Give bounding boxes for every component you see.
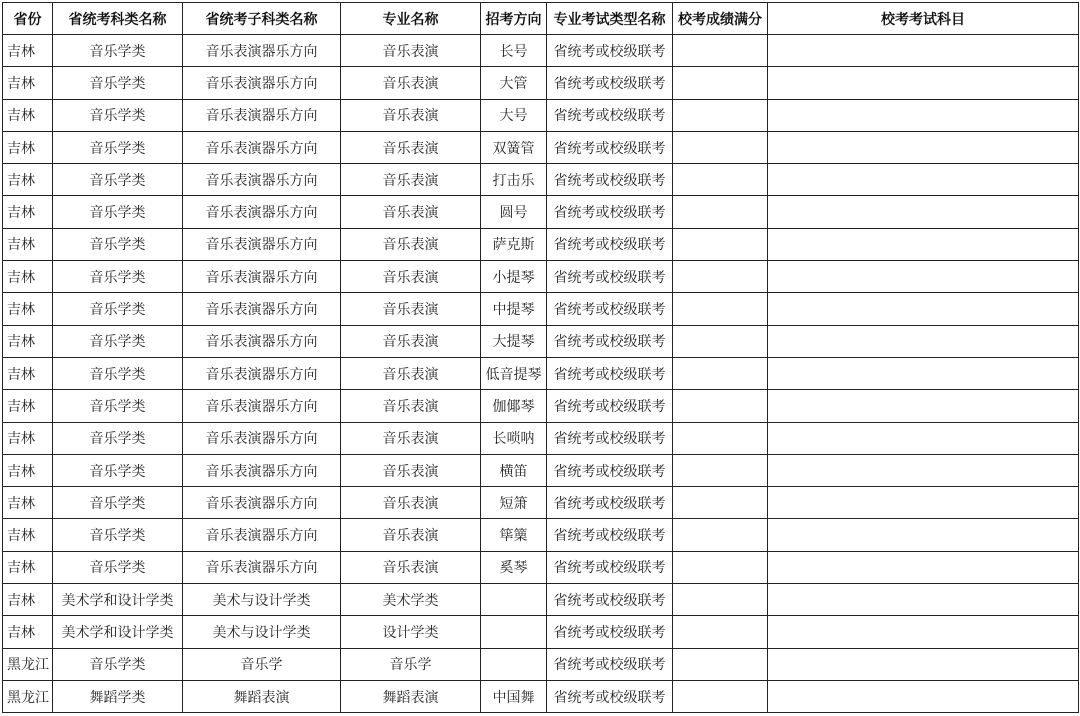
cell-subcategory: 音乐学 — [183, 648, 341, 680]
cell-category: 音乐学类 — [53, 648, 183, 680]
cell-exam-type: 省统考或校级联考 — [547, 325, 673, 357]
table-row — [3, 99, 1079, 131]
cell-direction: 圆号 — [481, 196, 547, 228]
cell-full-score — [673, 196, 768, 228]
cell-exam-subjects — [768, 551, 1079, 583]
cell-province: 吉林 — [3, 67, 53, 99]
cell-full-score — [673, 131, 768, 163]
cell-full-score — [673, 584, 768, 616]
cell-exam-type: 省统考或校级联考 — [547, 293, 673, 325]
cell-exam-type: 省统考或校级联考 — [547, 390, 673, 422]
cell-direction: 横笛 — [481, 454, 547, 486]
cell-province: 吉林 — [3, 551, 53, 583]
cell-exam-subjects — [768, 131, 1079, 163]
cell-direction: 长唢呐 — [481, 422, 547, 454]
cell-exam-type: 省统考或校级联考 — [547, 648, 673, 680]
table-row — [3, 519, 1079, 551]
cell-full-score — [673, 357, 768, 389]
cell-exam-subjects — [768, 487, 1079, 519]
cell-subcategory: 美术与设计学类 — [183, 616, 341, 648]
cell-category: 音乐学类 — [53, 519, 183, 551]
cell-subcategory: 音乐表演器乐方向 — [183, 261, 341, 293]
cell-major: 音乐表演 — [341, 67, 481, 99]
cell-exam-subjects — [768, 228, 1079, 260]
cell-category: 美术学和设计学类 — [53, 616, 183, 648]
cell-major: 音乐表演 — [341, 357, 481, 389]
cell-category: 音乐学类 — [53, 293, 183, 325]
table-row — [3, 616, 1079, 648]
cell-province: 吉林 — [3, 164, 53, 196]
cell-subcategory: 音乐表演器乐方向 — [183, 131, 341, 163]
table-row — [3, 487, 1079, 519]
cell-province: 吉林 — [3, 584, 53, 616]
table-row — [3, 422, 1079, 454]
cell-major: 音乐表演 — [341, 325, 481, 357]
cell-exam-type: 省统考或校级联考 — [547, 35, 673, 67]
cell-exam-type: 省统考或校级联考 — [547, 261, 673, 293]
cell-exam-subjects — [768, 357, 1079, 389]
cell-province: 吉林 — [3, 261, 53, 293]
table-body — [3, 35, 1079, 713]
table-row — [3, 164, 1079, 196]
cell-province: 吉林 — [3, 325, 53, 357]
cell-subcategory: 舞蹈表演 — [183, 680, 341, 712]
cell-category: 音乐学类 — [53, 196, 183, 228]
table-row — [3, 228, 1079, 260]
cell-province: 吉林 — [3, 228, 53, 260]
cell-exam-subjects — [768, 422, 1079, 454]
cell-exam-subjects — [768, 454, 1079, 486]
cell-exam-subjects — [768, 67, 1079, 99]
cell-exam-type: 省统考或校级联考 — [547, 680, 673, 712]
cell-category: 音乐学类 — [53, 487, 183, 519]
cell-subcategory: 音乐表演器乐方向 — [183, 454, 341, 486]
cell-exam-subjects — [768, 648, 1079, 680]
cell-direction: 打击乐 — [481, 164, 547, 196]
cell-full-score — [673, 648, 768, 680]
cell-exam-type: 省统考或校级联考 — [547, 551, 673, 583]
cell-full-score — [673, 228, 768, 260]
cell-major: 音乐表演 — [341, 422, 481, 454]
cell-full-score — [673, 680, 768, 712]
cell-direction: 奚琴 — [481, 551, 547, 583]
cell-full-score — [673, 261, 768, 293]
cell-major: 音乐表演 — [341, 228, 481, 260]
table-row — [3, 131, 1079, 163]
cell-subcategory: 音乐表演器乐方向 — [183, 99, 341, 131]
cell-exam-type: 省统考或校级联考 — [547, 519, 673, 551]
table-row — [3, 454, 1079, 486]
cell-major: 音乐表演 — [341, 293, 481, 325]
cell-major: 音乐表演 — [341, 519, 481, 551]
cell-category: 音乐学类 — [53, 551, 183, 583]
cell-category: 音乐学类 — [53, 390, 183, 422]
cell-subcategory: 音乐表演器乐方向 — [183, 228, 341, 260]
table-row — [3, 390, 1079, 422]
cell-direction — [481, 648, 547, 680]
table-row — [3, 35, 1079, 67]
header-subcategory: 省统考子科类名称 — [183, 3, 341, 35]
cell-province: 黑龙江 — [3, 648, 53, 680]
cell-subcategory: 音乐表演器乐方向 — [183, 390, 341, 422]
cell-major: 音乐表演 — [341, 261, 481, 293]
cell-subcategory: 音乐表演器乐方向 — [183, 487, 341, 519]
header-exam-type: 专业考试类型名称 — [547, 3, 673, 35]
cell-category: 音乐学类 — [53, 99, 183, 131]
cell-category: 舞蹈学类 — [53, 680, 183, 712]
cell-exam-subjects — [768, 196, 1079, 228]
cell-direction: 短箫 — [481, 487, 547, 519]
cell-subcategory: 音乐表演器乐方向 — [183, 67, 341, 99]
cell-province: 吉林 — [3, 519, 53, 551]
cell-exam-subjects — [768, 519, 1079, 551]
cell-exam-subjects — [768, 99, 1079, 131]
cell-category: 音乐学类 — [53, 454, 183, 486]
cell-province: 吉林 — [3, 131, 53, 163]
cell-category: 音乐学类 — [53, 261, 183, 293]
header-major: 专业名称 — [341, 3, 481, 35]
cell-province: 吉林 — [3, 422, 53, 454]
table-row — [3, 293, 1079, 325]
header-category: 省统考科类名称 — [53, 3, 183, 35]
cell-full-score — [673, 67, 768, 99]
cell-exam-type: 省统考或校级联考 — [547, 196, 673, 228]
table-row — [3, 648, 1079, 680]
cell-exam-subjects — [768, 680, 1079, 712]
cell-full-score — [673, 390, 768, 422]
cell-exam-type: 省统考或校级联考 — [547, 99, 673, 131]
cell-direction: 双簧管 — [481, 131, 547, 163]
header-exam-subjects: 校考考试科目 — [768, 3, 1079, 35]
cell-subcategory: 音乐表演器乐方向 — [183, 164, 341, 196]
table-row — [3, 551, 1079, 583]
cell-province: 吉林 — [3, 357, 53, 389]
cell-major: 音乐表演 — [341, 551, 481, 583]
cell-full-score — [673, 293, 768, 325]
cell-direction: 中提琴 — [481, 293, 547, 325]
cell-province: 吉林 — [3, 99, 53, 131]
cell-category: 音乐学类 — [53, 35, 183, 67]
cell-exam-type: 省统考或校级联考 — [547, 164, 673, 196]
cell-exam-subjects — [768, 164, 1079, 196]
cell-subcategory: 美术与设计学类 — [183, 584, 341, 616]
header-row — [3, 3, 1079, 35]
cell-subcategory: 音乐表演器乐方向 — [183, 293, 341, 325]
cell-full-score — [673, 519, 768, 551]
cell-direction — [481, 584, 547, 616]
cell-major: 音乐表演 — [341, 131, 481, 163]
cell-subcategory: 音乐表演器乐方向 — [183, 357, 341, 389]
table-row — [3, 584, 1079, 616]
header-province: 省份 — [3, 3, 53, 35]
cell-province: 吉林 — [3, 35, 53, 67]
cell-major: 音乐表演 — [341, 390, 481, 422]
table-row — [3, 357, 1079, 389]
cell-province: 黑龙江 — [3, 680, 53, 712]
cell-exam-subjects — [768, 325, 1079, 357]
cell-exam-type: 省统考或校级联考 — [547, 584, 673, 616]
cell-province: 吉林 — [3, 487, 53, 519]
cell-direction: 筚篥 — [481, 519, 547, 551]
cell-exam-type: 省统考或校级联考 — [547, 487, 673, 519]
cell-exam-type: 省统考或校级联考 — [547, 454, 673, 486]
cell-province: 吉林 — [3, 616, 53, 648]
cell-exam-subjects — [768, 293, 1079, 325]
cell-subcategory: 音乐表演器乐方向 — [183, 551, 341, 583]
cell-full-score — [673, 454, 768, 486]
cell-province: 吉林 — [3, 390, 53, 422]
cell-major: 美术学类 — [341, 584, 481, 616]
table-row — [3, 196, 1079, 228]
cell-subcategory: 音乐表演器乐方向 — [183, 422, 341, 454]
cell-full-score — [673, 325, 768, 357]
cell-exam-subjects — [768, 584, 1079, 616]
cell-category: 音乐学类 — [53, 67, 183, 99]
cell-province: 吉林 — [3, 196, 53, 228]
table-row — [3, 325, 1079, 357]
admissions-table — [2, 2, 1079, 713]
cell-full-score — [673, 616, 768, 648]
cell-subcategory: 音乐表演器乐方向 — [183, 35, 341, 67]
cell-exam-type: 省统考或校级联考 — [547, 131, 673, 163]
cell-full-score — [673, 551, 768, 583]
cell-major: 音乐表演 — [341, 196, 481, 228]
cell-category: 音乐学类 — [53, 131, 183, 163]
cell-major: 音乐表演 — [341, 164, 481, 196]
cell-major: 舞蹈表演 — [341, 680, 481, 712]
cell-exam-subjects — [768, 35, 1079, 67]
cell-full-score — [673, 164, 768, 196]
cell-major: 音乐表演 — [341, 454, 481, 486]
cell-category: 音乐学类 — [53, 228, 183, 260]
cell-category: 音乐学类 — [53, 325, 183, 357]
cell-direction: 大管 — [481, 67, 547, 99]
cell-category: 音乐学类 — [53, 422, 183, 454]
cell-subcategory: 音乐表演器乐方向 — [183, 325, 341, 357]
cell-category: 音乐学类 — [53, 357, 183, 389]
cell-exam-subjects — [768, 390, 1079, 422]
cell-exam-type: 省统考或校级联考 — [547, 67, 673, 99]
cell-direction: 伽倻琴 — [481, 390, 547, 422]
cell-direction: 大号 — [481, 99, 547, 131]
cell-category: 美术学和设计学类 — [53, 584, 183, 616]
cell-direction — [481, 616, 547, 648]
cell-exam-subjects — [768, 616, 1079, 648]
cell-subcategory: 音乐表演器乐方向 — [183, 196, 341, 228]
cell-major: 音乐表演 — [341, 99, 481, 131]
cell-full-score — [673, 487, 768, 519]
cell-full-score — [673, 422, 768, 454]
cell-direction: 大提琴 — [481, 325, 547, 357]
cell-exam-type: 省统考或校级联考 — [547, 616, 673, 648]
header-direction: 招考方向 — [481, 3, 547, 35]
cell-subcategory: 音乐表演器乐方向 — [183, 519, 341, 551]
cell-major: 设计学类 — [341, 616, 481, 648]
cell-province: 吉林 — [3, 454, 53, 486]
cell-exam-subjects — [768, 261, 1079, 293]
cell-major: 音乐表演 — [341, 487, 481, 519]
cell-direction: 小提琴 — [481, 261, 547, 293]
cell-exam-type: 省统考或校级联考 — [547, 422, 673, 454]
cell-major: 音乐表演 — [341, 35, 481, 67]
cell-direction: 萨克斯 — [481, 228, 547, 260]
cell-category: 音乐学类 — [53, 164, 183, 196]
cell-province: 吉林 — [3, 293, 53, 325]
cell-direction: 低音提琴 — [481, 357, 547, 389]
header-full-score: 校考成绩满分 — [673, 3, 768, 35]
cell-full-score — [673, 99, 768, 131]
cell-direction: 中国舞 — [481, 680, 547, 712]
cell-full-score — [673, 35, 768, 67]
table-row — [3, 261, 1079, 293]
table-row — [3, 680, 1079, 712]
cell-exam-type: 省统考或校级联考 — [547, 228, 673, 260]
cell-direction: 长号 — [481, 35, 547, 67]
cell-major: 音乐学 — [341, 648, 481, 680]
table-row — [3, 67, 1079, 99]
cell-exam-type: 省统考或校级联考 — [547, 357, 673, 389]
